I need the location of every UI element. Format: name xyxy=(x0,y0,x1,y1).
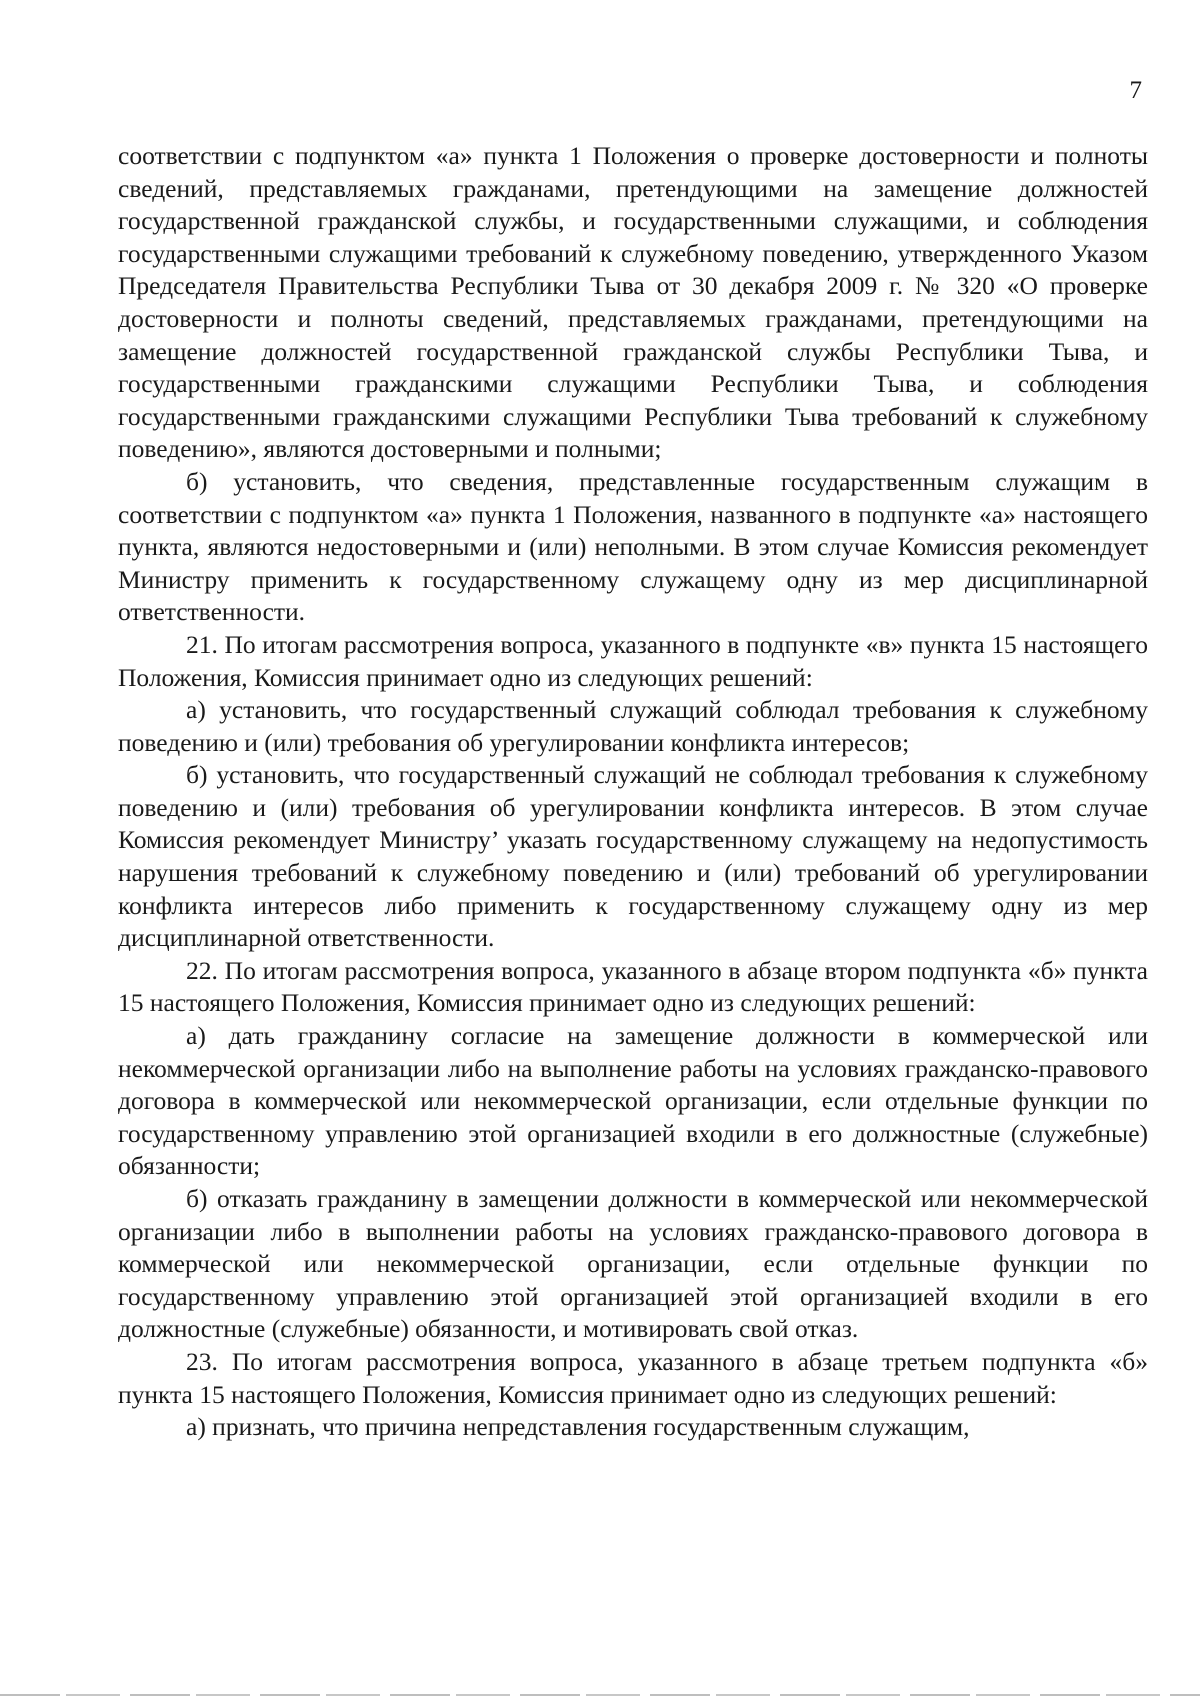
paragraph: а) признать, что причина непредставления государственным служащим, xyxy=(186,1412,970,1442)
scan-bottom-edge xyxy=(0,1694,1200,1696)
document-body xyxy=(118,140,1148,1444)
page-number: 7 xyxy=(1129,77,1142,104)
paragraph: соответствии с подпунктом «а» пункта 1 Положения о проверке достоверности и полноты сведений, представляемых гражданами, претендующими на замещение должностей государственной гражданской службы, и государственными служащими, и соблюдения государственными служащими требований к служебному поведению, утвержденного Указом Председателя Правительства Республики Тыва от 30 декабря 2009 г. № 320 «О проверке достоверности и полноты сведений, представляемых гражданами, претендующими на замещение должностей государственной гражданской службы Республики Тыва, и государственными гражданскими служащими Республики Тыва, и соблюдения государственными гражданскими служащими Республики Тыва требований к служебному поведению», являются достоверными и полными; xyxy=(118,141,1148,464)
paragraph: а) дать гражданину согласие на замещение должности в коммерческой или некоммерческой организации либо на выполнение работы на условиях гражданско-правового договора в коммерческой или некоммерческой организации, если отдельные функции по государственному управлению этой организацией входили в его должностные (служебные) обязанности; xyxy=(118,1021,1148,1181)
paragraph: б) отказать гражданину в замещении должности в коммерческой или некоммерческой организации либо в выполнении работы на условиях гражданско-правового договора в коммерческой или некоммерческой организации, если отдельные функции по государственному управлению этой организацией этой организацией входили в его должностные (служебные) обязанности, и мотивировать свой отказ. xyxy=(118,1184,1148,1344)
paragraph: б) установить, что государственный служащий не соблюдал требования к служебному поведению и (или) требования об урегулировании конфликта интересов. В этом случае Комиссия рекомендует Министру’ указать государственному служащему на недопустимость нарушения требований к служебному поведению и (или) требований об урегулировании конфликта интересов либо применить к государственному служащему одну из мер дисциплинарной ответственности. xyxy=(118,760,1148,953)
paragraph: б) установить, что сведения, представленные государственным служащим в соответствии с подпунктом «а» пункта 1 Положения, названного в подпункте «а» настоящего пункта, являются недостоверными и (или) неполными. В этом случае Комиссия рекомендует Министру применить к государственному служащему одну из мер дисциплинарной ответственности. xyxy=(118,466,1148,627)
paragraph: а) установить, что государственный служащий соблюдал требования к служебному поведению и (или) требования об урегулировании конфликта интересов; xyxy=(118,695,1148,757)
paragraph: 23. По итогам рассмотрения вопроса, указанного в абзаце третьем подпункта «б» пункта 15 настоящего Положения, Комиссия принимает одно из следующих решений: xyxy=(118,1346,1148,1409)
paragraph: 22. По итогам рассмотрения вопроса, указанного в абзаце втором подпункта «б» пункта 15 настоящего Положения, Комиссия принимает одно из следующих решений: xyxy=(118,955,1148,1018)
paragraph: 21. По итогам рассмотрения вопроса, указанного в подпункте «в» пункта 15 настоящего Положения, Комиссия принимает одно из следующих решений: xyxy=(118,629,1148,692)
